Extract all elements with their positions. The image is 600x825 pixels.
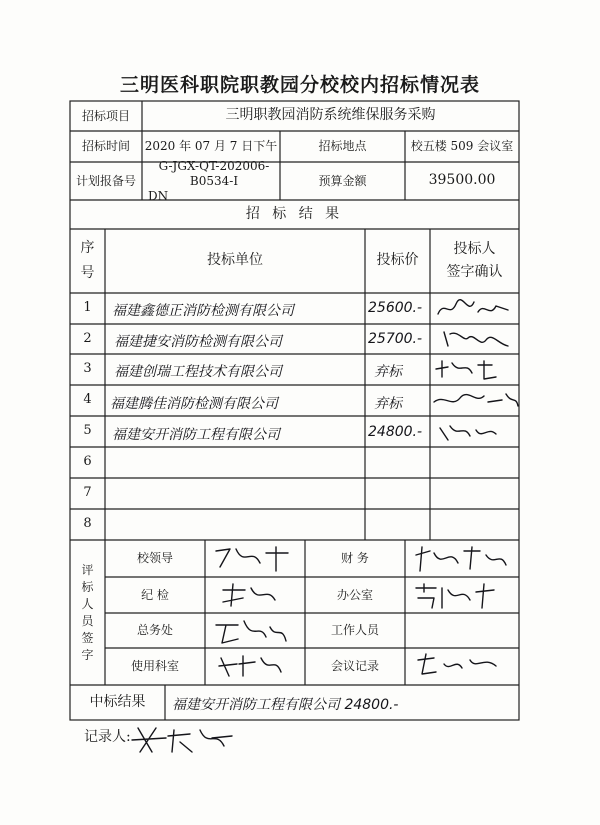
signature-minutes [412,650,502,680]
project-value: 三明职教园消防系统维保服务采购 [225,107,436,124]
row-no: 1 [83,300,92,316]
place-value: 校五楼 509 会议室 [410,139,514,153]
header-sign: 投标人 签字确认 [446,240,503,280]
signature-general-affairs [210,615,290,647]
row-no: 7 [83,485,92,501]
signature-school-leader [210,543,300,575]
bidder-signature-4 [430,388,520,414]
place-label: 招标地点 [318,139,367,153]
time-value: 2020 年 07 月 7 日下午 [144,139,278,153]
reviewer-right-label: 会议记录 [330,659,379,673]
row-bidder: 福建捷安消防检测有限公司 [114,334,282,350]
budget-label: 预算金额 [318,173,367,188]
header-price: 投标价 [376,252,419,269]
plan-label: 计划报备号 [75,173,136,188]
recorder-label: 记录人: [84,729,131,746]
row-no: 6 [83,454,92,470]
signature-department [215,650,285,682]
bidder-signature-3 [430,357,510,383]
row-price: 24800.- [368,424,423,440]
row-no: 5 [83,423,92,439]
bidder-signature-5 [436,420,506,446]
plan-value [142,158,280,203]
project-label: 招标项目 [81,108,130,123]
results-section-title: 招 标 结 果 [245,205,344,222]
row-no: 3 [83,361,92,377]
row-price: 25700.- [368,331,423,347]
reviewer-left-label: 纪 检 [141,587,169,602]
row-price: 25600.- [368,300,423,316]
row-price: 弃标 [374,364,402,380]
time-label: 招标时间 [81,139,130,153]
reviewer-left-label: 使用科室 [130,659,179,673]
reviewer-left-label: 总务处 [136,623,173,637]
row-bidder: 福建鑫德正消防检测有限公司 [112,303,294,319]
page-title: 三明医科职院职教园分校校内招标情况表 [119,74,480,96]
row-no: 8 [83,516,92,532]
row-bidder: 福建腾佳消防检测有限公司 [110,396,278,412]
signature-discipline [215,580,285,610]
row-price: 弃标 [374,396,402,412]
winner-label: 中标结果 [89,693,146,710]
reviewer-right-label: 工作人员 [330,623,379,637]
recorder-signature [128,722,238,758]
row-bidder: 福建安开消防工程有限公司 [112,427,280,443]
signature-finance [410,543,510,575]
reviewer-left-label: 校领导 [136,551,173,565]
bidder-signature-2 [438,326,518,352]
reviewer-right-label: 财 务 [341,551,369,565]
header-bidder: 投标单位 [207,252,263,269]
row-bidder: 福建创瑞工程技术有限公司 [114,364,282,380]
row-no: 4 [83,392,92,408]
reviewer-right-label: 办公室 [336,587,373,602]
signature-office [410,580,500,612]
header-seq: 序 号 [80,239,95,281]
reviewer-group-label: 评 标 人 员 签 字 [81,562,94,662]
budget-value: 39500.00 [428,172,496,189]
plan-value-line1: G-JGX-QT-202006-B0534-I [158,158,270,188]
row-no: 2 [83,330,92,346]
plan-value-line2: DN [148,188,169,203]
winner-value: 福建安开消防工程有限公司 24800.- [172,697,399,713]
bidder-signature-1 [434,296,514,322]
